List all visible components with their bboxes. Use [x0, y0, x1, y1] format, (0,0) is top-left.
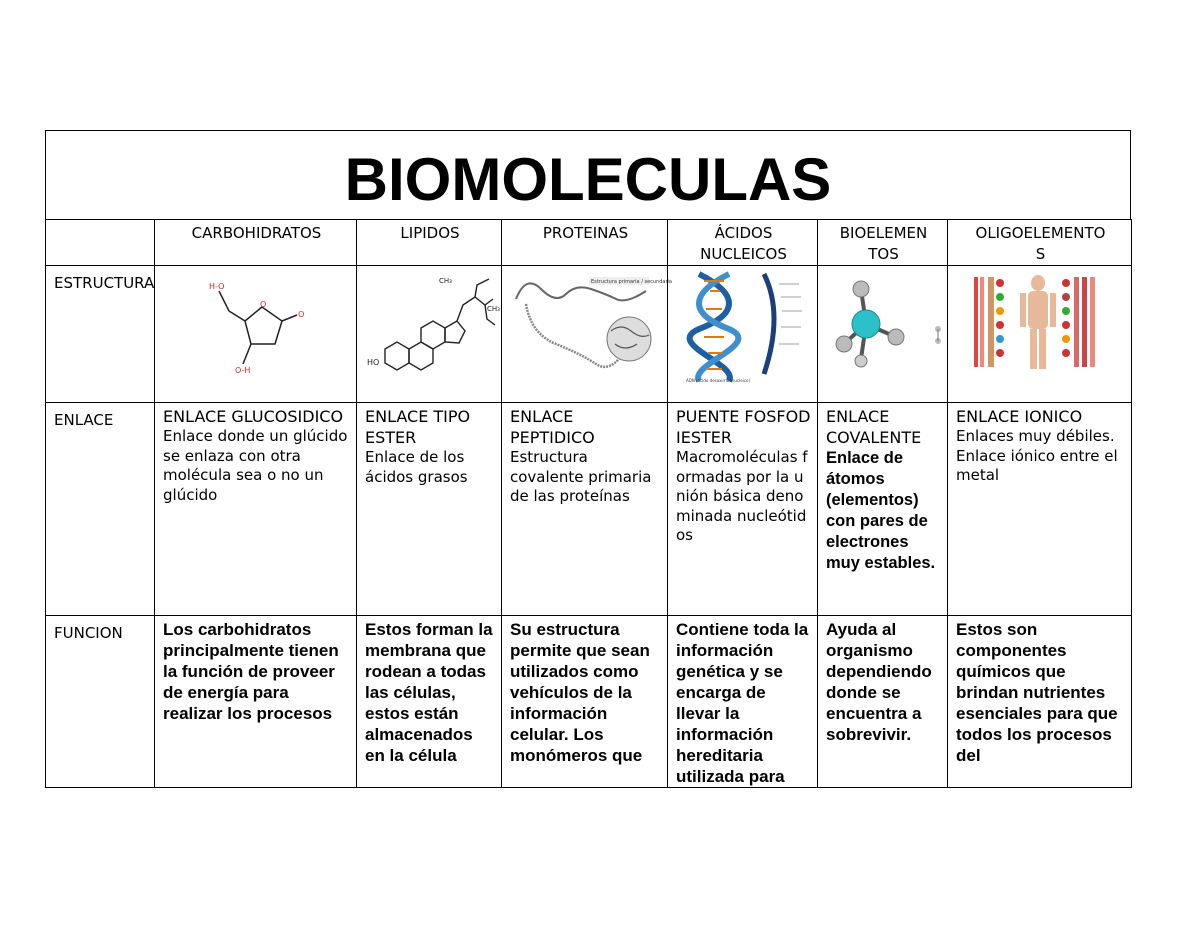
header-bioelementos: BIOELEMEN TOS	[818, 220, 948, 266]
row-label-enlace: ENLACE	[46, 403, 155, 616]
header-carbohidratos: CARBOHIDRATOS	[155, 220, 357, 266]
enlace-desc: Enlace de los ácidos grasos	[365, 448, 468, 486]
svg-text:CH₃: CH₃	[487, 305, 500, 313]
svg-text:O: O	[297, 310, 304, 319]
deoxyribose-structure-image	[155, 266, 357, 403]
svg-text:H-O: H-O	[208, 282, 224, 291]
estructura-row	[46, 266, 1132, 403]
enlace-cell-proteinas	[502, 403, 668, 616]
steroid-lipid-image	[357, 266, 502, 403]
page-title: BIOMOLECULAS	[344, 146, 832, 213]
enlace-cell-bioelementos	[818, 403, 948, 616]
enlace-desc: Macromoléculas formadas por la unión básica denominada nucleótidos	[676, 448, 808, 544]
dna-helix-image	[668, 266, 818, 403]
funcion-cell-proteinas: Su estructura permite que sean utilizados como vehículos de la información celular. Los monómeros que	[502, 616, 668, 788]
svg-text:CH₃: CH₃	[439, 277, 452, 285]
enlace-cell-acidos	[668, 403, 818, 616]
row-label-estructura: ESTRUCTURA	[46, 266, 155, 403]
funcion-row	[46, 616, 1132, 788]
enlace-title: ENLACE IONICO	[956, 407, 1083, 426]
row-label-funcion: FUNCION	[46, 616, 155, 788]
svg-text:O: O	[259, 300, 266, 309]
funcion-cell-oligoelementos: Estos son componentes químicos que brindan nutrientes esenciales para que todos los procesos del	[948, 616, 1132, 788]
enlace-desc: Enlace de átomos (elementos) con pares de electrones muy estables.	[826, 449, 936, 572]
svg-text:O-H: O-H	[234, 366, 250, 375]
enlace-desc: Enlaces muy débiles. Enlace iónico entre el metal	[956, 427, 1118, 484]
funcion-cell-lipidos: Estos forman la membrana que rodean a todas las células, estos están almacenados en la célula	[357, 616, 502, 788]
enlace-title: ENLACE PEPTIDICO	[510, 407, 595, 447]
enlace-title: ENLACE GLUCOSIDICO	[163, 407, 344, 426]
funcion-cell-acidos: Contiene toda la información genética y se encarga de llevar la información hereditaria utilizada para	[668, 616, 818, 788]
header-empty	[46, 220, 155, 266]
enlace-title: PUENTE FOSFODIESTER	[676, 407, 811, 447]
enlace-title: ENLACE COVALENTE	[826, 407, 922, 447]
enlace-cell-oligoelementos	[948, 403, 1132, 616]
enlace-title: ENLACE TIPO ESTER	[365, 407, 471, 447]
enlace-cell-carbohidratos	[155, 403, 357, 616]
header-proteinas: PROTEINAS	[502, 220, 668, 266]
header-oligoelementos: OLIGOELEMENTO S	[948, 220, 1132, 266]
funcion-cell-bioelementos: Ayuda al organismo dependiendo donde se encuentra a sobrevivir.	[818, 616, 948, 788]
enlace-row	[46, 403, 1132, 616]
funcion-cell-carbohidratos: Los carbohidratos principalmente tienen la función de proveer de energía para realizar los procesos	[155, 616, 357, 788]
enlace-desc: Enlace donde un glúcido se enlaza con otra molécula sea o no un glúcido	[163, 427, 348, 504]
enlace-cell-lipidos	[357, 403, 502, 616]
enlace-desc: Estructura covalente primaria de las proteínas	[510, 448, 652, 505]
svg-text:Estructura primaria / secundar: Estructura primaria / secundaria	[590, 279, 672, 285]
header-lipidos: LIPIDOS	[357, 220, 502, 266]
svg-text:HO: HO	[367, 358, 380, 367]
title-box	[45, 130, 1131, 220]
biomolecules-table	[45, 219, 1132, 788]
svg-text:ADN (ácido desoxirribonucleico: ADN (ácido desoxirribonucleico)	[685, 378, 750, 383]
molecule-model-image	[818, 266, 948, 403]
protein-folding-image	[502, 266, 672, 403]
header-acidos-nucleicos: ÁCIDOS NUCLEICOS	[668, 220, 818, 266]
body-elements-chart-image	[948, 266, 1132, 403]
header-row	[46, 220, 1132, 266]
